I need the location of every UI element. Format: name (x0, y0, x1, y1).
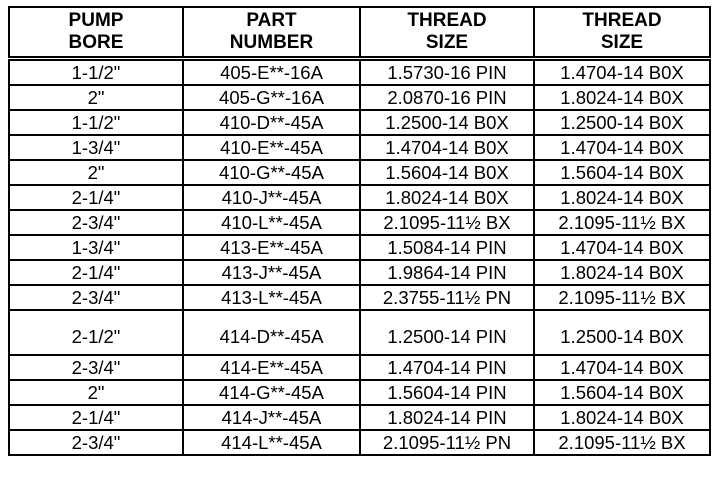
cell-thread-size-2: 2.1095-11½ BX (534, 285, 710, 310)
header-thread-size-2 (534, 7, 710, 59)
cell-pump-bore: 1-1/2" (9, 110, 183, 135)
table-body (9, 59, 710, 456)
cell-thread-size-1: 1.5084-14 PIN (360, 235, 534, 260)
cell-thread-size-1: 1.4704-14 B0X (360, 135, 534, 160)
cell-pump-bore: 2-1/4" (9, 185, 183, 210)
cell-thread-size-2: 2.1095-11½ BX (534, 210, 710, 235)
table-header (9, 7, 710, 59)
cell-pump-bore: 2-3/4" (9, 210, 183, 235)
cell-part-number: 414-D**-45A (183, 310, 360, 355)
table-row (9, 210, 710, 235)
cell-thread-size-2: 1.2500-14 B0X (534, 110, 710, 135)
table-row (9, 310, 710, 355)
table-row (9, 59, 710, 86)
cell-thread-size-1: 1.8024-14 PIN (360, 405, 534, 430)
cell-thread-size-2: 1.8024-14 B0X (534, 405, 710, 430)
cell-pump-bore: 1-1/2" (9, 59, 183, 86)
cell-thread-size-2: 1.8024-14 B0X (534, 185, 710, 210)
header-line: THREAD (407, 10, 487, 31)
cell-part-number: 410-E**-45A (183, 135, 360, 160)
cell-thread-size-1: 1.2500-14 B0X (360, 110, 534, 135)
cell-pump-bore: 1-3/4" (9, 235, 183, 260)
cell-thread-size-1: 1.5730-16 PIN (360, 59, 534, 86)
pump-thread-table (8, 6, 711, 456)
cell-thread-size-1: 2.1095-11½ BX (360, 210, 534, 235)
header-line: SIZE (425, 32, 469, 53)
table-row (9, 85, 710, 110)
table-row (9, 355, 710, 380)
header-line: PUMP (68, 10, 124, 31)
header-line: THREAD (582, 10, 662, 31)
cell-part-number: 414-G**-45A (183, 380, 360, 405)
header-line: BORE (68, 32, 124, 53)
cell-pump-bore: 1-3/4" (9, 135, 183, 160)
table-row (9, 285, 710, 310)
cell-thread-size-1: 2.3755-11½ PN (360, 285, 534, 310)
cell-thread-size-1: 1.5604-14 B0X (360, 160, 534, 185)
cell-thread-size-2: 1.4704-14 B0X (534, 135, 710, 160)
header-row (9, 7, 710, 59)
cell-thread-size-2: 1.4704-14 B0X (534, 59, 710, 86)
cell-thread-size-2: 1.4704-14 B0X (534, 235, 710, 260)
cell-thread-size-1: 1.5604-14 PIN (360, 380, 534, 405)
cell-thread-size-2: 1.5604-14 B0X (534, 380, 710, 405)
cell-part-number: 405-E**-16A (183, 59, 360, 86)
cell-thread-size-1: 2.0870-16 PIN (360, 85, 534, 110)
table-row (9, 380, 710, 405)
cell-pump-bore: 2-3/4" (9, 285, 183, 310)
header-line: PART (246, 10, 297, 31)
cell-thread-size-2: 1.4704-14 B0X (534, 355, 710, 380)
table-row (9, 185, 710, 210)
cell-thread-size-1: 1.4704-14 PIN (360, 355, 534, 380)
cell-part-number: 405-G**-16A (183, 85, 360, 110)
cell-pump-bore: 2-1/4" (9, 405, 183, 430)
table-row (9, 110, 710, 135)
cell-thread-size-1: 1.2500-14 PIN (360, 310, 534, 355)
cell-part-number: 414-L**-45A (183, 430, 360, 455)
header-part-number (183, 7, 360, 59)
cell-part-number: 413-E**-45A (183, 235, 360, 260)
cell-part-number: 414-E**-45A (183, 355, 360, 380)
cell-pump-bore: 2" (9, 160, 183, 185)
cell-part-number: 413-L**-45A (183, 285, 360, 310)
cell-thread-size-2: 1.8024-14 B0X (534, 85, 710, 110)
cell-thread-size-2: 1.2500-14 B0X (534, 310, 710, 355)
cell-thread-size-1: 1.9864-14 PIN (360, 260, 534, 285)
cell-thread-size-2: 1.5604-14 B0X (534, 160, 710, 185)
table-row (9, 160, 710, 185)
cell-thread-size-1: 2.1095-11½ PN (360, 430, 534, 455)
table-row (9, 260, 710, 285)
header-line: NUMBER (229, 32, 314, 53)
cell-part-number: 414-J**-45A (183, 405, 360, 430)
cell-pump-bore: 2-3/4" (9, 355, 183, 380)
header-thread-size-1 (360, 7, 534, 59)
cell-pump-bore: 2" (9, 85, 183, 110)
cell-part-number: 410-L**-45A (183, 210, 360, 235)
cell-thread-size-1: 1.8024-14 B0X (360, 185, 534, 210)
header-pump-bore (9, 7, 183, 59)
cell-part-number: 410-G**-45A (183, 160, 360, 185)
table-row (9, 135, 710, 160)
cell-pump-bore: 2-1/4" (9, 260, 183, 285)
cell-pump-bore: 2-1/2" (9, 310, 183, 355)
cell-thread-size-2: 1.8024-14 B0X (534, 260, 710, 285)
cell-thread-size-2: 2.1095-11½ BX (534, 430, 710, 455)
cell-part-number: 410-J**-45A (183, 185, 360, 210)
cell-pump-bore: 2-3/4" (9, 430, 183, 455)
table-row (9, 430, 710, 455)
table-row (9, 235, 710, 260)
cell-part-number: 410-D**-45A (183, 110, 360, 135)
cell-part-number: 413-J**-45A (183, 260, 360, 285)
cell-pump-bore: 2" (9, 380, 183, 405)
table-row (9, 405, 710, 430)
header-line: SIZE (600, 32, 644, 53)
